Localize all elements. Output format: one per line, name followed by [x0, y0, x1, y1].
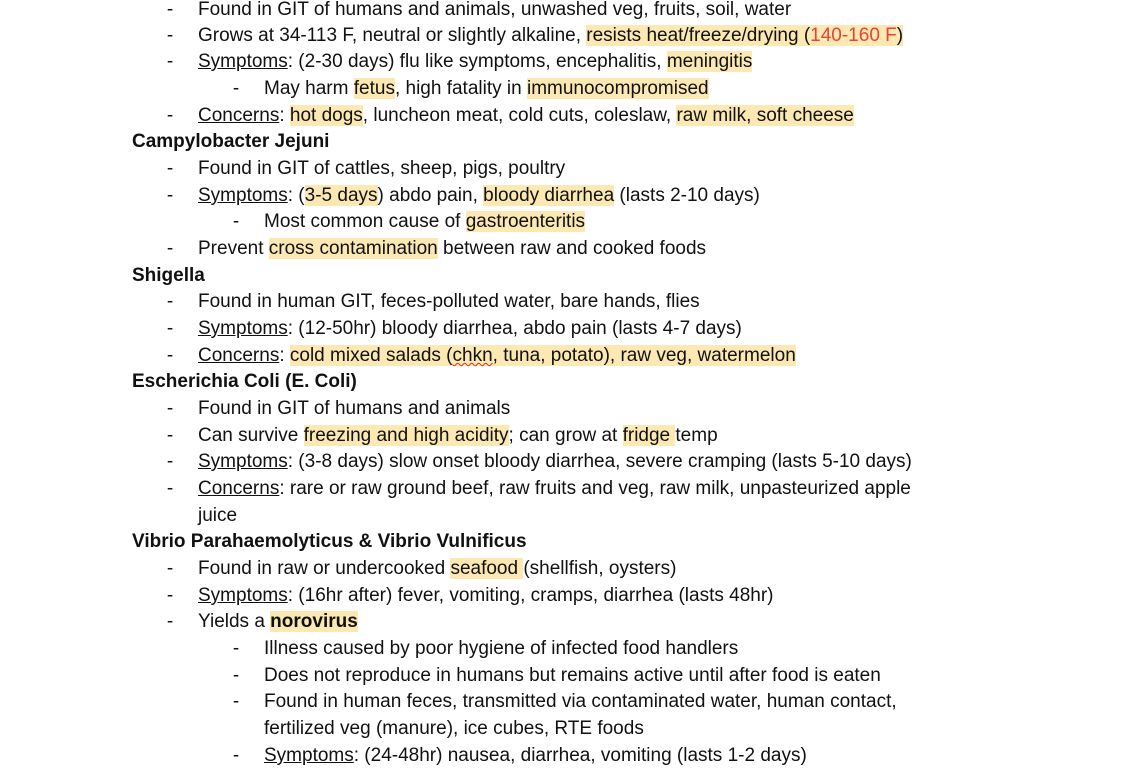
text-segment: Found in GIT of cattles, sheep, pigs, poultry	[198, 158, 566, 179]
bullet-dash: -	[232, 665, 240, 686]
section-heading: Shigella	[132, 265, 205, 286]
bullet-item	[166, 583, 774, 609]
bullet-dash: -	[166, 105, 174, 126]
bullet-dash: -	[232, 745, 240, 766]
highlighted-text: hot dogs	[289, 105, 363, 126]
bullet-continuation	[264, 716, 644, 742]
underlined-label: Symptoms	[198, 185, 288, 206]
bullet-dash: -	[166, 51, 174, 72]
bullet-dash: -	[232, 78, 240, 99]
text-segment: Does not reproduce in humans but remains active until after food is eaten	[264, 665, 881, 686]
highlighted-text: chkn	[452, 345, 493, 366]
bullet-item	[166, 23, 904, 49]
bullet-item	[166, 556, 677, 582]
text-segment: May harm	[264, 78, 354, 99]
bullet-item	[166, 0, 792, 23]
text-segment: Found in GIT of humans and animals, unwashed veg, fruits, soil, water	[198, 0, 792, 20]
text-segment: (shellfish, oysters)	[523, 558, 677, 579]
text-segment: : (16hr after) fever, vomiting, cramps, diarrhea (lasts 48hr)	[287, 585, 774, 606]
text-segment: juice	[198, 505, 238, 526]
text-segment: Most common cause of	[264, 211, 466, 232]
bullet-continuation	[198, 503, 237, 529]
highlighted-text: , tuna, potato), raw veg, watermelon	[492, 345, 796, 366]
text-segment: :	[279, 105, 290, 126]
underlined-label: Concerns	[198, 345, 280, 366]
bullet-dash: -	[166, 451, 174, 472]
highlighted-text: fetus	[353, 78, 395, 99]
bullet-item	[232, 663, 881, 689]
underlined-label: Symptoms	[264, 745, 354, 766]
bullet-item	[166, 343, 796, 369]
text-segment: between raw and cooked foods	[437, 238, 707, 259]
bullet-dash: -	[166, 425, 174, 446]
bullet-item	[166, 156, 566, 182]
bullet-dash: -	[166, 558, 174, 579]
bullet-item	[166, 449, 912, 475]
bullet-item	[166, 103, 854, 129]
section-heading: Escherichia Coli (E. Coli)	[132, 371, 357, 392]
section-heading: Vibrio Parahaemolyticus & Vibrio Vulnificus	[132, 531, 527, 552]
bullet-dash: -	[166, 318, 174, 339]
bullet-dash: -	[166, 185, 174, 206]
bullet-dash: -	[166, 158, 174, 179]
highlighted-text: raw milk, soft cheese	[676, 105, 854, 126]
text-segment: Grows at 34-113 F, neutral or slightly alkaline,	[198, 25, 587, 46]
bullet-dash: -	[166, 585, 174, 606]
underlined-label: Symptoms	[198, 585, 288, 606]
highlighted-text: )	[896, 25, 904, 46]
text-segment: temp	[675, 425, 718, 446]
bullet-dash: -	[232, 638, 240, 659]
underlined-label: Symptoms	[198, 451, 288, 472]
bullet-item	[166, 609, 358, 635]
highlighted-text: bloody diarrhea	[483, 185, 615, 206]
bullet-dash: -	[166, 0, 174, 20]
text-segment: (lasts 2-10 days)	[614, 185, 760, 206]
text-segment: fertilized veg (manure), ice cubes, RTE foods	[264, 718, 644, 739]
highlighted-text: norovirus	[270, 611, 358, 632]
text-segment: , luncheon meat, cold cuts, coleslaw,	[362, 105, 677, 126]
text-segment: Can survive	[198, 425, 304, 446]
text-segment: : (3-8 days) slow onset bloody diarrhea, severe cramping (lasts 5-10 days)	[287, 451, 912, 472]
text-segment: : (24-48hr) nausea, diarrhea, vomiting (lasts 1-2 days)	[353, 745, 807, 766]
bullet-item	[166, 183, 760, 209]
bullet-item	[166, 396, 511, 422]
bullet-item	[232, 689, 897, 715]
highlighted-text: gastroenteritis	[465, 211, 586, 232]
underlined-label: Concerns	[198, 105, 280, 126]
highlighted-text: immunocompromised	[526, 78, 709, 99]
bullet-dash: -	[166, 291, 174, 312]
highlighted-text: resists heat/freeze/drying	[586, 25, 804, 46]
text-segment: Found in human feces, transmitted via contaminated water, human contact,	[264, 691, 897, 712]
bullet-item	[166, 49, 753, 75]
bullet-item	[166, 476, 911, 502]
bullet-item	[166, 316, 742, 342]
text-segment: , high fatality in	[394, 78, 527, 99]
text-segment: ) abdo pain,	[377, 185, 484, 206]
bullet-dash: -	[232, 691, 240, 712]
text-segment: : (	[287, 185, 305, 206]
text-segment: : (12-50hr) bloody diarrhea, abdo pain (lasts 4-7 days)	[287, 318, 742, 339]
text-segment: : (2-30 days) flu like symptoms, encephalitis,	[287, 51, 667, 72]
text-segment: Found in GIT of humans and animals	[198, 398, 511, 419]
underlined-label: Symptoms	[198, 318, 288, 339]
highlighted-text: freezing and high acidity	[303, 425, 509, 446]
bullet-dash: -	[166, 611, 174, 632]
text-segment: Yields a	[198, 611, 271, 632]
highlighted-text: meningitis	[666, 51, 753, 72]
highlighted-text: fridge	[622, 425, 676, 446]
text-segment: Illness caused by poor hygiene of infected food handlers	[264, 638, 739, 659]
highlighted-text: (	[803, 25, 811, 46]
bullet-item	[232, 743, 807, 769]
highlighted-text: cross contamination	[268, 238, 438, 259]
bullet-dash: -	[232, 211, 240, 232]
text-segment: Found in human GIT, feces-polluted water, bare hands, flies	[198, 291, 700, 312]
bullet-item	[166, 423, 718, 449]
section-heading: Campylobacter Jejuni	[132, 131, 330, 152]
bullet-item	[232, 76, 709, 102]
text-segment: ; can grow at	[508, 425, 623, 446]
bullet-dash: -	[166, 398, 174, 419]
highlighted-text: 140-160 F	[810, 25, 897, 46]
underlined-label: Concerns	[198, 478, 280, 499]
text-segment: Found in raw or undercooked	[198, 558, 451, 579]
underlined-label: Symptoms	[198, 51, 288, 72]
bullet-dash: -	[166, 238, 174, 259]
text-segment: : rare or raw ground beef, raw fruits and veg, raw milk, unpasteurized apple	[279, 478, 911, 499]
bullet-item	[232, 636, 739, 662]
highlighted-text: 3-5 days	[304, 185, 378, 206]
highlighted-text: seafood	[450, 558, 524, 579]
bullet-item	[166, 236, 707, 262]
bullet-dash: -	[166, 478, 174, 499]
bullet-item	[232, 209, 586, 235]
text-segment: Prevent	[198, 238, 269, 259]
bullet-item	[166, 289, 700, 315]
text-segment: :	[279, 345, 290, 366]
highlighted-text: cold mixed salads (	[289, 345, 453, 366]
bullet-dash: -	[166, 345, 174, 366]
bullet-dash: -	[166, 25, 174, 46]
